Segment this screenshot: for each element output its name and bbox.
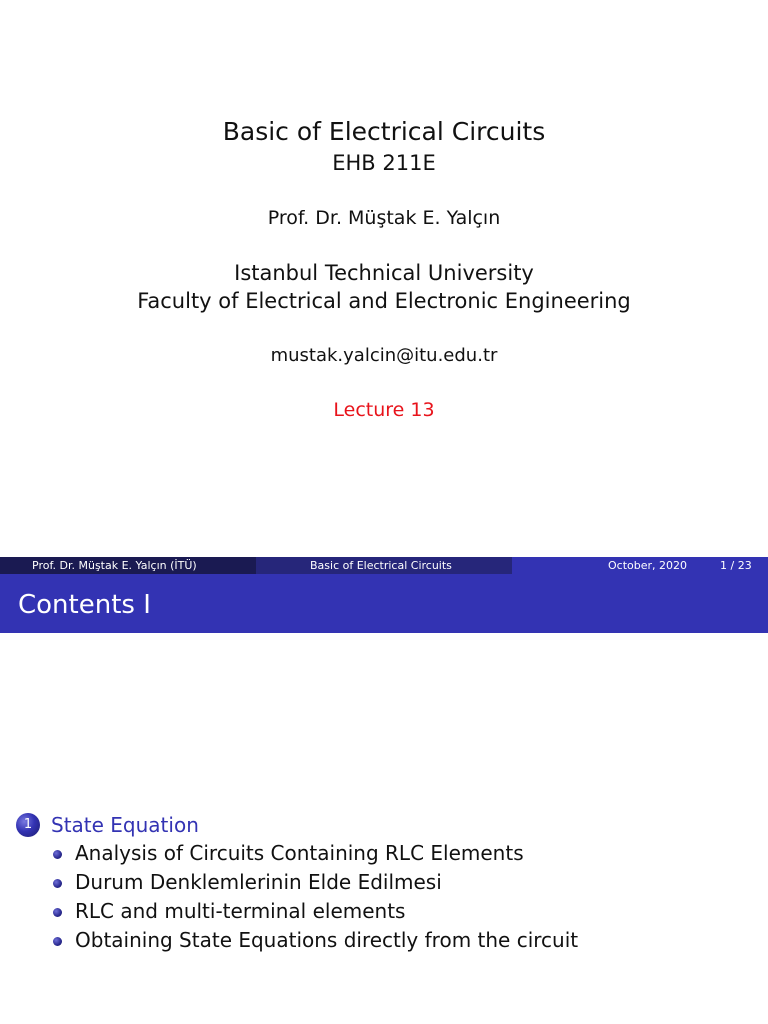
section-label: State Equation xyxy=(51,813,199,837)
frame-title-bar xyxy=(0,574,768,633)
footline-date: October, 2020 xyxy=(608,559,688,572)
footline-author: Prof. Dr. Müştak E. Yalçın (İTÜ) xyxy=(32,559,197,572)
table-of-contents xyxy=(0,633,768,1024)
faculty-name: Faculty of Electrical and Electronic Engineering xyxy=(137,289,631,313)
footline-info-box xyxy=(512,557,768,574)
subsection-label: RLC and multi-terminal elements xyxy=(75,899,406,923)
footline-author-box xyxy=(0,557,256,574)
course-code: EHB 211E xyxy=(332,151,436,175)
bullet-icon xyxy=(53,879,62,888)
institution-name: Istanbul Technical University xyxy=(234,261,534,285)
bullet-icon xyxy=(53,850,62,859)
subsection-item[interactable] xyxy=(0,926,768,955)
section-number-ball-icon: 1 xyxy=(16,813,40,837)
slide-footline xyxy=(0,557,768,574)
subsection-list xyxy=(0,839,768,955)
frame-title: Contents I xyxy=(18,590,151,620)
subsection-item[interactable] xyxy=(0,868,768,897)
author-email: mustak.yalcin@itu.edu.tr xyxy=(270,345,498,366)
subsection-label: Durum Denklemlerinin Elde Edilmesi xyxy=(75,870,442,894)
subsection-label: Analysis of Circuits Containing RLC Elements xyxy=(75,841,524,865)
subsection-label: Obtaining State Equations directly from the circuit xyxy=(75,928,579,952)
bullet-icon xyxy=(53,937,62,946)
author-name: Prof. Dr. Müştak E. Yalçın xyxy=(267,207,501,229)
presentation-title: Basic of Electrical Circuits xyxy=(222,117,546,146)
footline-title: Basic of Electrical Circuits xyxy=(310,559,452,572)
footline-title-box xyxy=(256,557,512,574)
subsection-item[interactable] xyxy=(0,897,768,926)
bullet-icon xyxy=(53,908,62,917)
footline-page-number: 1 / 23 xyxy=(720,559,752,572)
subsection-item[interactable] xyxy=(0,839,768,868)
lecture-number: Lecture 13 xyxy=(333,399,435,421)
